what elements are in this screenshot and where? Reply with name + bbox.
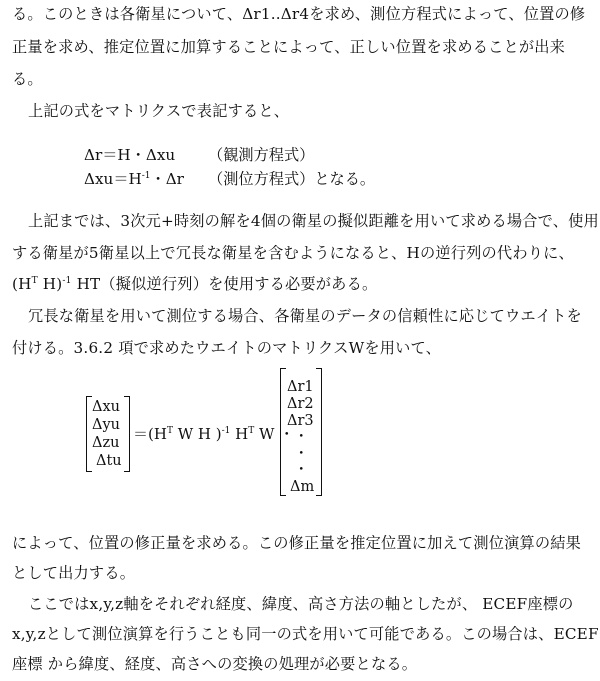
equation-positioning-lhs-b: ・Δr xyxy=(150,170,184,188)
lhs-vector-entry: Δtu xyxy=(96,453,122,469)
paragraph3-line3-sup2: -1 xyxy=(62,275,72,286)
matrix-middle-sup1: T xyxy=(166,426,173,436)
equation-positioning-sup: -1 xyxy=(141,170,151,181)
rhs-vector-entry: Δm xyxy=(290,479,315,495)
matrix-middle-sup3: T xyxy=(248,426,255,436)
paragraph2-line1: 上記の式をマトリクスで表記すると、 xyxy=(28,102,290,120)
matrix-middle-b: W H ) xyxy=(172,425,222,443)
equation-observation-note: （観測方程式） xyxy=(208,146,315,164)
matrix-equals-sign: ＝ xyxy=(133,425,149,443)
paragraph1-line3: る。 xyxy=(12,70,43,88)
paragraph4-line1: 冗長な衛星を用いて測位する場合、各衛星のデータの信頼性に応じてウエイトを xyxy=(28,307,582,325)
paragraph1-line1: る。このときは各衛星について、Δr1..Δr4を求め、測位方程式によって、位置の修 xyxy=(12,5,586,23)
lhs-vector-entry: Δyu xyxy=(92,417,121,433)
rhs-vector-dot: ・ xyxy=(294,429,309,445)
rhs-vector-right-bracket xyxy=(316,368,322,496)
paragraph6-line1: ここではx,y,z軸をそれぞれ経度、緯度、高さ方法の軸としたが、 ECEF座標の xyxy=(28,595,574,613)
paragraph1-line2: 正量を求め、推定位置に加算することによって、正しい位置を求めることが出来 xyxy=(12,38,566,56)
paragraph3-line3-b: H) xyxy=(37,275,63,293)
paragraph6-line2: x,y,zとして測位演算を行うことも同一の式を用いて可能である。この場合は、ECEF xyxy=(12,625,599,643)
paragraph4-line2: 付ける。3.6.2 項で求めたウエイトのマトリクスWを用いて、 xyxy=(12,339,442,357)
lhs-vector-entry: Δzu xyxy=(92,435,120,451)
rhs-vector-dot: ・ xyxy=(294,446,309,462)
paragraph3-line2: する衛星が5衛星以上で冗長な衛星を含むようになると、Hの逆行列の代わりに、 xyxy=(12,244,574,262)
rhs-vector-left-bracket xyxy=(280,368,286,496)
paragraph3-line1: 上記までは、3次元+時刻の解を4個の衛星の擬似距離を用いて求める場合で、使用 xyxy=(28,212,599,230)
paragraph6-line3: 座標 から緯度、経度、高さへの変換の処理が必要となる。 xyxy=(12,655,418,673)
matrix-middle-a: (H xyxy=(148,425,167,443)
equation-positioning-lhs-a: Δxu＝H xyxy=(84,170,142,188)
matrix-middle-expression xyxy=(133,424,294,444)
lhs-vector-right-bracket xyxy=(124,396,130,472)
matrix-middle-sup2: -1 xyxy=(221,426,231,436)
equation-positioning-note: （測位方程式）となる。 xyxy=(208,170,376,188)
paragraph3-line3-c: HT（擬似逆行列）を使用する必要がある。 xyxy=(71,275,378,293)
matrix-middle-c: H xyxy=(230,425,249,443)
equation-observation-lhs: Δr＝H・Δxu xyxy=(84,146,176,164)
rhs-vector-entry: Δr3 xyxy=(287,413,314,429)
matrix-middle-d: W ・ xyxy=(254,425,295,443)
paragraph5-line1: によって、位置の修正量を求める。この修正量を推定位置に加えて測位演算の結果 xyxy=(12,534,582,552)
paragraph3-line3-a: (H xyxy=(12,275,32,293)
rhs-vector-entry: Δr2 xyxy=(287,396,314,412)
rhs-vector-entry: Δr1 xyxy=(287,379,314,395)
paragraph5-line2: として出力する。 xyxy=(12,564,136,582)
lhs-vector-entry: Δxu xyxy=(92,399,120,415)
rhs-vector-dot: ・ xyxy=(294,462,309,478)
paragraph3-line3-sup1: T xyxy=(31,275,38,286)
